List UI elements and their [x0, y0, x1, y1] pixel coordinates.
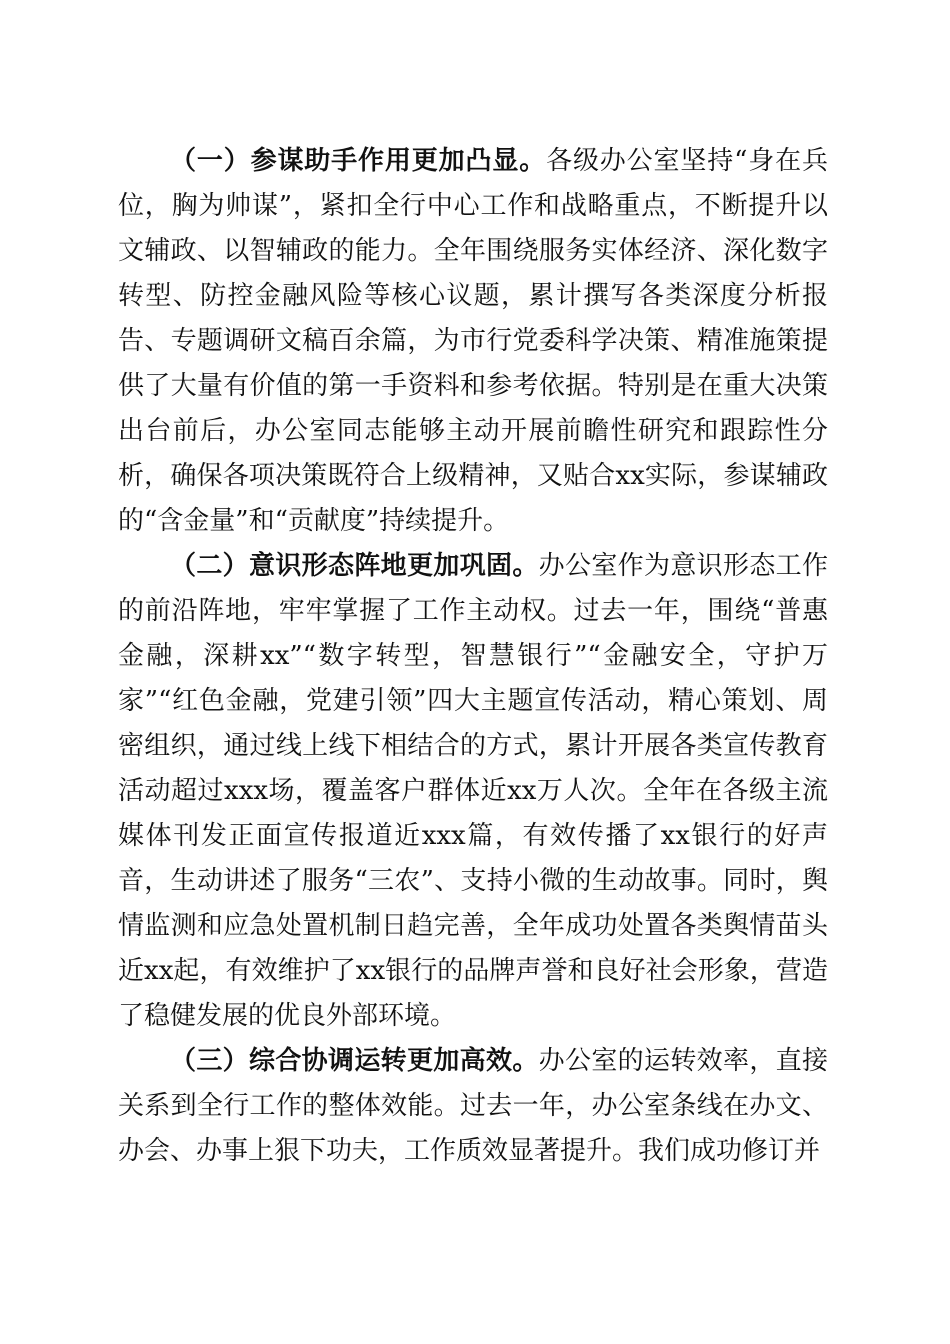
paragraph-3-heading: （三）综合协调运转更加高效。	[170, 1046, 539, 1076]
paragraph-1	[118, 139, 828, 544]
paragraph-3-text: 办公室的运转效率，直接关系到全行工作的整体效能。过去一年，办公室条线在办文、办会、办事上狠下功夫，工作质效显著提升。我们成功修订并	[118, 1046, 828, 1166]
paragraph-2	[118, 544, 828, 1039]
document-body	[118, 139, 828, 1174]
paragraph-1-text: 各级办公室坚持“身在兵位，胸为帅谋”，紧扣全行中心工作和战略重点，不断提升以文辅政、以智辅政的能力。全年围绕服务实体经济、深化数字转型、防控金融风险等核心议题，累计撰写各类深度分析报告、专题调研文稿百余篇，为市行党委科学决策、精准施策提供了大量有价值的第一手资料和参考依据。特别是在重大决策出台前后，办公室同志能够主动开展前瞻性研究和跟踪性分析，确保各项决策既符合上级精神，又贴合xx实际，参谋辅政的“含金量”和“贡献度”持续提升。	[118, 146, 828, 536]
paragraph-3	[118, 1039, 828, 1174]
paragraph-2-heading: （二）意识形态阵地更加巩固。	[170, 551, 539, 581]
paragraph-1-heading: （一）参谋助手作用更加凸显。	[170, 146, 547, 176]
paragraph-2-text: 办公室作为意识形态工作的前沿阵地，牢牢掌握了工作主动权。过去一年，围绕“普惠金融，深耕xx”“数字转型，智慧银行”“金融安全，守护万家”“红色金融，党建引领”四大主题宣传活动，精心策划、周密组织，通过线上线下相结合的方式，累计开展各类宣传教育活动超过xxx场，覆盖客户群体近xx万人次。全年在各级主流媒体刊发正面宣传报道近xxx篇，有效传播了xx银行的好声音，生动讲述了服务“三农”、支持小微的生动故事。同时，舆情监测和应急处置机制日趋完善，全年成功处置各类舆情苗头近xx起，有效维护了xx银行的品牌声誉和良好社会形象，营造了稳健发展的优良外部环境。	[118, 551, 828, 1031]
